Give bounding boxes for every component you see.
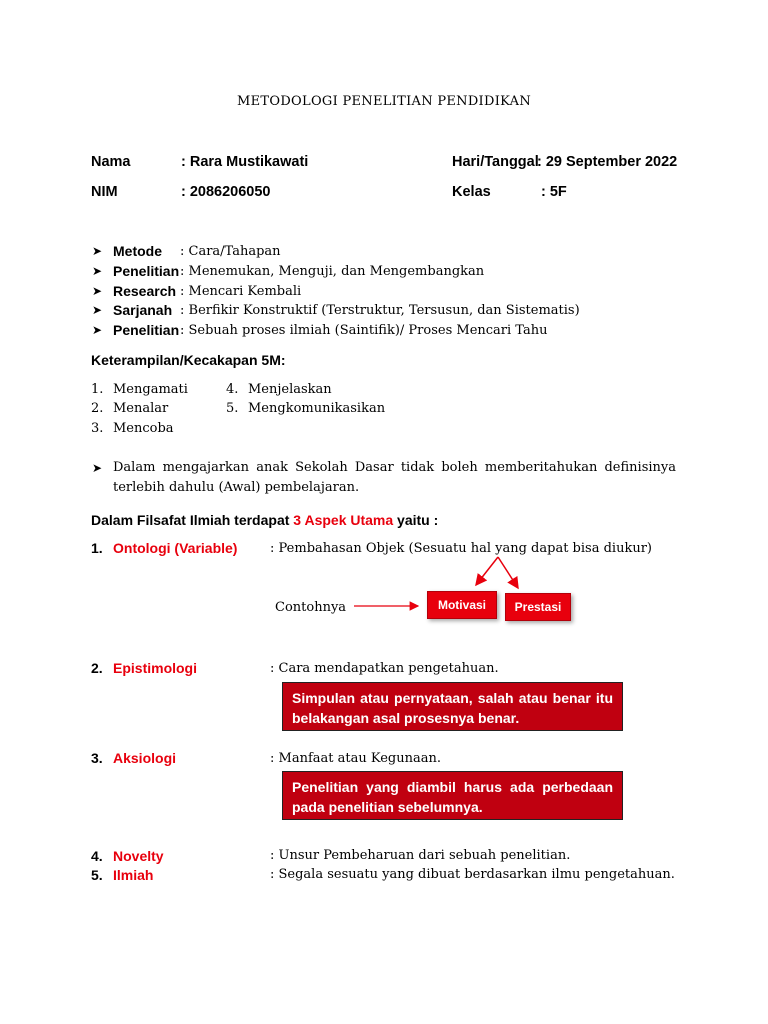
skills-heading: Keterampilan/Kecakapan 5M:: [91, 352, 286, 368]
definition-desc: : Menemukan, Menguji, dan Mengembangkan: [180, 264, 485, 279]
filsafat-suffix: yaitu :: [393, 512, 439, 528]
skill-number: 1.: [91, 382, 104, 397]
box-line: belakangan asal prosesnya benar.: [292, 710, 520, 726]
aspect-desc: : Pembahasan Objek (Sesuatu hal yang dapat bisa diukur): [270, 541, 652, 556]
skill-item: Mengkomunikasikan: [248, 401, 386, 416]
definition-term: Penelitian: [113, 322, 180, 338]
aspect-number: 5.: [91, 867, 103, 883]
skill-number: 4.: [226, 382, 239, 397]
kelas-label: Kelas: [452, 184, 491, 200]
definition-term: Penelitian: [113, 263, 180, 279]
arrow-bullet-icon: ➤: [92, 264, 103, 278]
aspect-name: Aksiologi: [113, 750, 177, 766]
arrow-bullet-icon: ➤: [92, 461, 103, 475]
aspect-number: 4.: [91, 848, 103, 864]
prestasi-arrow: [498, 557, 518, 588]
definition-desc: : Cara/Tahapan: [180, 244, 281, 259]
nim-label: NIM: [91, 184, 118, 200]
prestasi-box: Prestasi: [505, 593, 571, 621]
motivasi-box: Motivasi: [427, 591, 497, 619]
aspect-name: Ontologi (Variable): [113, 540, 238, 556]
note-line: Dalam mengajarkan anak Sekolah Dasar tidak boleh memberitahukan definisinya: [113, 460, 676, 475]
page-title: METODOLOGI PENELITIAN PENDIDIKAN: [237, 94, 531, 109]
skill-number: 5.: [226, 401, 239, 416]
kelas-value: : 5F: [541, 184, 567, 200]
arrow-bullet-icon: ➤: [92, 284, 103, 298]
filsafat-highlight: 3 Aspek Utama: [293, 512, 394, 528]
skill-item: Menalar: [113, 401, 169, 416]
definition-desc: : Sebuah proses ilmiah (Saintifik)/ Proses Mencari Tahu: [180, 323, 548, 338]
tanggal-value: : 29 September 2022: [537, 154, 678, 170]
skill-number: 2.: [91, 401, 104, 416]
contoh-label: Contohnya: [275, 600, 347, 615]
aspect-desc: : Cara mendapatkan pengetahuan.: [270, 661, 499, 676]
aksiologi-box: [282, 771, 623, 820]
box-line: Simpulan atau pernyataan, salah atau benar itu: [292, 690, 613, 706]
skill-item: Mengamati: [113, 382, 188, 397]
nim-value: : 2086206050: [181, 184, 271, 200]
definition-term: Research: [113, 283, 177, 299]
aspect-desc: : Unsur Pembeharuan dari sebuah penelitian.: [270, 848, 571, 863]
motivasi-arrow: [476, 557, 498, 585]
filsafat-prefix: Dalam Filsafat Ilmiah terdapat: [91, 512, 294, 528]
note-line: terlebih dahulu (Awal) pembelajaran.: [113, 480, 360, 495]
nama-label: Nama: [91, 154, 131, 170]
tanggal-label: Hari/Tanggal: [452, 154, 539, 170]
epistimologi-box: [282, 682, 623, 731]
definition-term: Metode: [113, 243, 162, 259]
aspect-desc: : Segala sesuatu yang dibuat berdasarkan ilmu pengetahuan.: [270, 867, 675, 882]
aspect-number: 2.: [91, 660, 103, 676]
aspect-name: Epistimologi: [113, 660, 197, 676]
aspect-name: Novelty: [113, 848, 164, 864]
definition-term: Sarjanah: [113, 302, 173, 318]
aspect-number: 3.: [91, 750, 103, 766]
skill-item: Menjelaskan: [248, 382, 332, 397]
nama-value: : Rara Mustikawati: [181, 154, 309, 170]
skill-item: Mencoba: [113, 421, 174, 436]
arrow-bullet-icon: ➤: [92, 323, 103, 337]
arrow-bullet-icon: ➤: [92, 303, 103, 317]
aspect-desc: : Manfaat atau Kegunaan.: [270, 751, 441, 766]
arrow-bullet-icon: ➤: [92, 244, 103, 258]
box-line: pada penelitian sebelumnya.: [292, 799, 483, 815]
definition-desc: : Berfikir Konstruktif (Terstruktur, Tersusun, dan Sistematis): [180, 303, 580, 318]
box-line: Penelitian yang diambil harus ada perbedaan: [292, 779, 613, 795]
skill-number: 3.: [91, 421, 104, 436]
aspect-name: Ilmiah: [113, 867, 154, 883]
definition-desc: : Mencari Kembali: [180, 284, 302, 299]
aspect-number: 1.: [91, 540, 103, 556]
